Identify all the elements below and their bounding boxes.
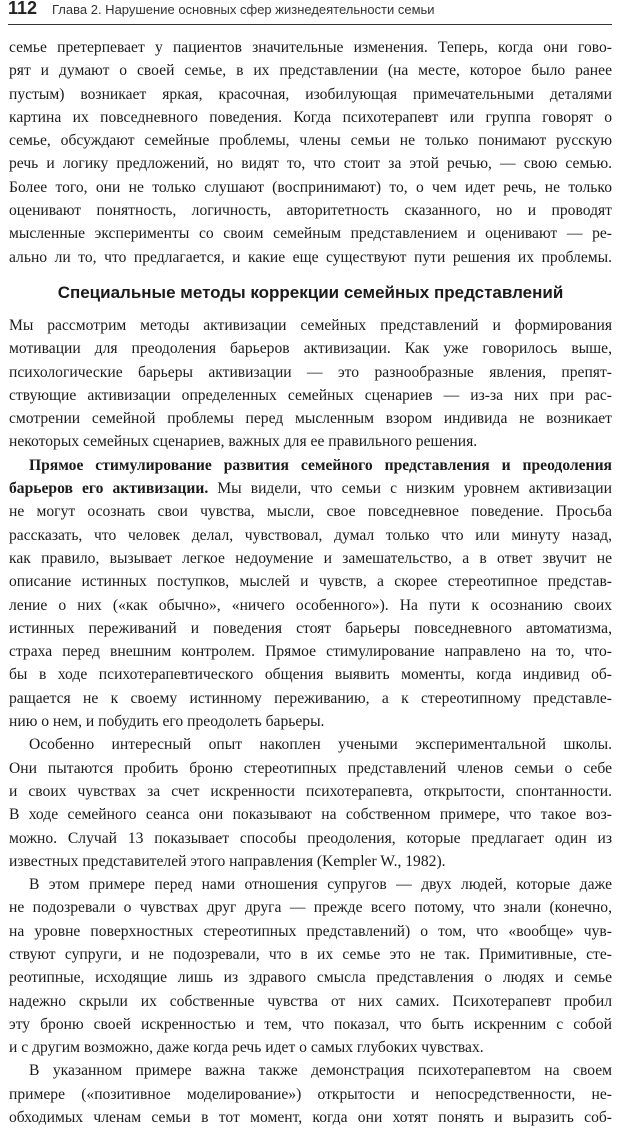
text-line: реотипные, исходящие лишь из здравого смысла представления о людях и семье: [9, 969, 612, 987]
text-line: Более того, они не только слушают (воспринимают) то, о чем идет речь, не только: [9, 178, 612, 196]
text-line: Мы рассмотрим методы активизации семейных представлений и формирования: [9, 316, 612, 334]
text-line: речь и логику предложений, но видят то, что стоит за этой речью, — свою семью.: [9, 155, 612, 173]
paragraph-5: [9, 873, 612, 1059]
running-head: Глава 2. Нарушение основных сфер жизнедеятельности семьи: [52, 2, 435, 17]
text-line: семье, обсуждают семейные проблемы, члены семьи не только понимают русскую: [9, 132, 612, 150]
text-line: примере («позитивное моделирование») открытости и непосредственности, не-: [9, 1085, 612, 1103]
paragraph-2: [9, 314, 612, 454]
paragraph-4: [9, 733, 612, 873]
text-line: В указанном примере важна также демонстрация психотерапевтом на своем: [29, 1062, 612, 1080]
paragraph-3: [9, 454, 612, 734]
text-line: ствующие активизации определенных семейных сценариев — из-за них при рас-: [9, 386, 612, 404]
text-line: семье претерпевает у пациентов значительные изменения. Теперь, когда они гово-: [9, 39, 612, 56]
text-run: Мы видели, что семьи с низким уровнем активизации: [208, 480, 612, 498]
text-line: и с другим возможно, даже когда речь идет о самых глубоких чувствах.: [9, 1039, 484, 1057]
section-title: Специальные методы коррекции семейных представлений: [57, 282, 564, 302]
text-line: оценивают понятность, логичность, авторитетность сказанного, но и проводят: [9, 202, 612, 220]
text-line: мотивации для преодоления барьеров активизации. Как уже говорилось выше,: [9, 340, 612, 358]
text-line: страха перед внешним контролем. Прямое стимулирование направлено на то, что-: [9, 643, 612, 661]
text-line: Они пытаются пробить броню стереотипных представлений членов семьи о себе: [9, 759, 612, 777]
text-line: истинных переживаний и поведения стоят барьеры повседневного автоматизма,: [9, 619, 612, 637]
bold-heading-line: Прямое стимулирование развития семейного представления и преодоления: [29, 456, 612, 474]
text-line: надежно скрыли их собственные чувства от них самих. Психотерапевт пробил: [9, 992, 612, 1010]
text-line: обходимых членам семьи в тот момент, когда они хотят понять и выразить соб-: [9, 1109, 612, 1127]
text-line: Особенно интересный опыт накоплен учеными экспериментальной школы.: [29, 736, 612, 754]
text-line: ление о них («как обычно», «ничего особенного»). На пути к осознанию своих: [9, 596, 612, 614]
paragraph-1: [9, 36, 612, 269]
text-line: известных представителей этого направления (Kempler W., 1982).: [9, 852, 446, 870]
text-line: описание истинных поступков, мыслей и чувств, а скорее стереотипное представ-: [9, 573, 612, 591]
text-line: некоторых семейных сценариев, важных для ее правильного решения.: [9, 433, 478, 451]
text-line: картина их повседневного поведения. Когда психотерапевт или группа говорят о: [9, 108, 612, 126]
text-line: В ходе семейного сеанса они показывают на собственном примере, что такое воз-: [9, 806, 612, 824]
text-line: и своих чувствах за счет искренности психотерапевта, открытости, спонтанности.: [9, 782, 612, 800]
text-line: мысленные эксперименты со своим семейным представлением и оценивают — ре-: [9, 225, 612, 243]
text-line: не могут осознать свои чувства, мысли, свое повседневное поведение. Просьба: [9, 503, 612, 521]
text-line: рят и думают о своей семье, в их представлении (на месте, которое было ранее: [9, 62, 612, 80]
text-line: можно. Случай 13 показывает способы преодоления, которые предлагает один из: [9, 829, 612, 847]
text-line: на уровне поверхностных стереотипных представлений) о том, что «вообще» чув-: [9, 922, 612, 940]
text-line: смотрении семейной проблемы перед мысленным взором индивида не возникает: [9, 410, 612, 428]
paragraph-6: [9, 1059, 612, 1129]
page-header: [8, 0, 612, 25]
text-line: психологические барьеры активизации — это разнообразные явления, препят-: [9, 363, 612, 381]
text-line: ращается не к своему истинному переживанию, а к стереотипному представле-: [9, 689, 612, 707]
text-line: бы в ходе психотерапевтического общения выявить моменты, когда индивид об-: [9, 666, 612, 684]
text-line: рассказать, что человек делал, чувствовал, думал только что или минуту назад,: [9, 526, 612, 544]
text-line: ально ли то, что предлагается, и какие еще существуют пути решения их проблемы.: [9, 248, 612, 266]
bold-heading-end: барьеров его активизации.: [9, 480, 209, 498]
text-line: не подозревали о чувствах друг друга — прежде всего потому, что знали (конечно,: [9, 899, 612, 917]
text-line: пустым) возникает яркая, красочная, изобилующая примечательными деталями: [9, 85, 612, 103]
text-line: эту броню своей искренностью и тем, что показал, что быть искренним с собой: [9, 1015, 612, 1033]
text-line: нию о нем, и побудить его преодолеть барьеры.: [9, 713, 325, 731]
text-line: ствуют супруги, и не подозревали, что в их семье это не так. Примитивные, сте-: [9, 945, 612, 963]
text-line: как правило, вызывает легкое недоумение и замешательство, а в ответ звучит не: [9, 549, 612, 567]
page-number: 112: [8, 0, 38, 18]
text-line: [9, 477, 612, 500]
page-body: [9, 36, 612, 1129]
text-line: В этом примере перед нами отношения супругов — двух людей, которые даже: [29, 876, 612, 894]
